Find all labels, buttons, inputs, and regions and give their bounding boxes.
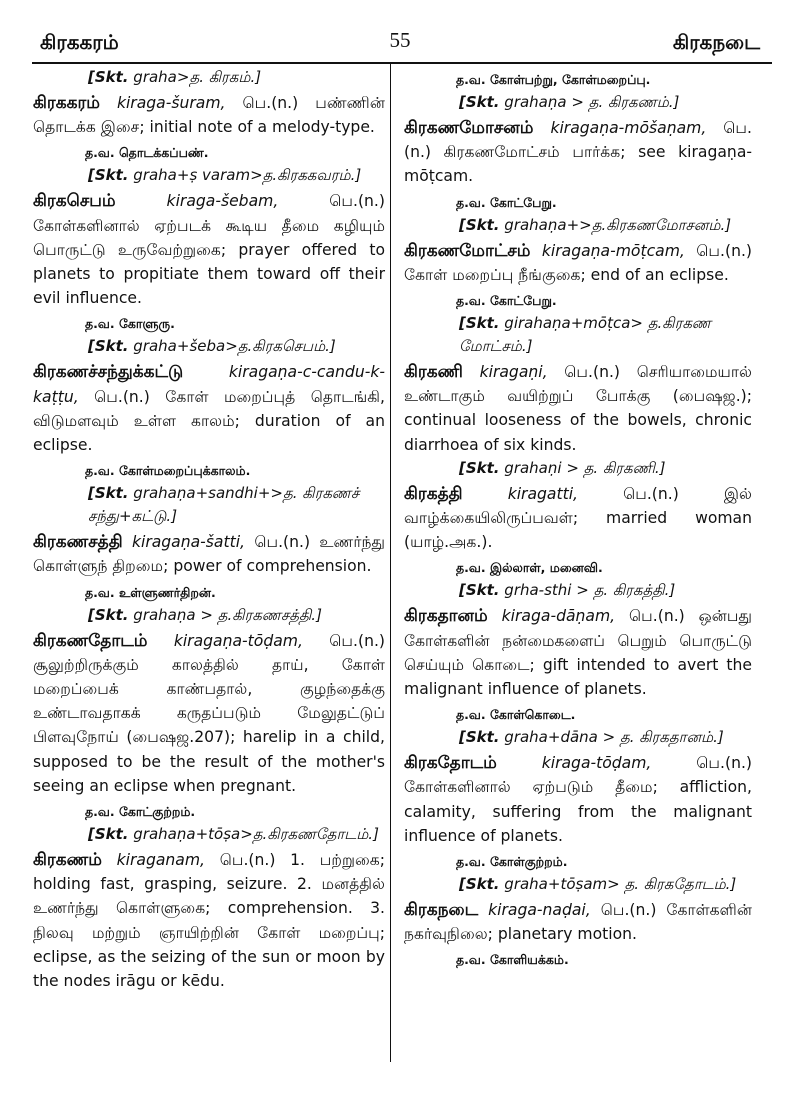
sanskrit-etymology xyxy=(459,726,752,749)
entry-definition: பெ.(n.) இல் வாழ்க்கையிலிருப்பவள்; married woman (யாழ்.அக.). xyxy=(404,484,752,552)
skt-text: graha+ṣ varam>த.கிரககவரம்.] xyxy=(133,166,362,185)
dictionary-entry xyxy=(404,116,752,189)
entry-definition: பெ.(n.) கோள்களின் நகர்வுநிலை; planetary motion. xyxy=(404,901,752,944)
skt-label: [Skt. xyxy=(88,337,129,356)
sanskrit-etymology xyxy=(459,312,752,358)
dictionary-entry xyxy=(404,239,752,287)
skt-label: [Skt. xyxy=(88,68,129,86)
entry-headword: கிரகதானம் xyxy=(404,606,488,627)
dictionary-entry xyxy=(33,189,385,310)
dictionary-entry xyxy=(33,629,385,798)
skt-label: [Skt. xyxy=(88,166,129,185)
skt-label: [Skt. xyxy=(459,458,500,477)
tamil-equivalent: த.வ. உள்ளுணர்திறன். xyxy=(85,584,216,600)
sanskrit-etymology xyxy=(459,579,752,602)
entry-headword: கிரககரம் xyxy=(33,93,100,113)
dictionary-entry xyxy=(404,360,752,457)
entry-transliteration: kiraga-naḍai, xyxy=(488,901,591,920)
entry-definition: பெ.(n.) உணர்ந்து கொள்ளுந் திறமை; power of comprehension. xyxy=(33,533,385,576)
running-head-left: கிரககரம் xyxy=(40,30,119,54)
running-head-right: கிரகநடை xyxy=(672,30,760,54)
sanskrit-etymology xyxy=(459,457,752,480)
entry-headword: கிரகத்தி xyxy=(404,483,463,504)
skt-text: graha>த. கிரகம்.] xyxy=(133,68,262,86)
skt-text: grha-sthi > த. கிரகத்தி.] xyxy=(504,581,676,600)
entry-headword: கிரகணசத்தி xyxy=(33,532,123,553)
tamil-equivalent: த.வ. இல்லாள், மனைவி. xyxy=(456,560,603,576)
entry-definition: பெ.(n.) செரியாமையால் உண்டாகும் வயிற்றுப் போக்கு (பைஷஜ.); continual looseness of the bowels, chronic diarrhoea of six kinds. xyxy=(404,363,752,454)
entry-definition: பெ.(n.) ஒன்பது கோள்களின் நன்மைகளைப் பெறும் பொருட்டு செய்யும் கொடை; gift intended to avert the malignant influence of planets. xyxy=(404,607,752,699)
skt-text: grahaṇi > த. கிரகணி.] xyxy=(504,458,666,477)
skt-label: [Skt. xyxy=(459,215,500,234)
tamil-equivalent: த.வ. கோட்பேறு. xyxy=(456,293,557,309)
skt-label: [Skt. xyxy=(88,825,129,844)
entry-headword: கிரகணி xyxy=(404,362,463,383)
sanskrit-etymology xyxy=(459,873,752,896)
entry-transliteration: kiragatti, xyxy=(507,484,578,503)
sanskrit-etymology xyxy=(88,164,385,187)
skt-text: grahaṇa+>த.கிரகணமோசனம்.] xyxy=(504,215,732,234)
entry-transliteration: kiragaṇa-mōšaṇam, xyxy=(550,119,707,137)
tamil-equivalent: த.வ. கோள்மறைப்புக்காலம். xyxy=(85,463,251,479)
entry-headword: கிரகதோடம் xyxy=(404,753,497,774)
skt-text: grahaṇa > த.கிரகணசத்தி.] xyxy=(133,605,322,624)
entry-transliteration: kiragaṇa-mōṭcam, xyxy=(541,241,685,260)
skt-label: [Skt. xyxy=(88,484,129,503)
entry-transliteration: kiraga-tōḍam, xyxy=(541,754,652,773)
entry-transliteration: kiragaṇa-c-candu-k-kaṭṭu, xyxy=(33,363,385,406)
entry-definition: பெ.(n.) 1. பற்றுகை; holding fast, grasping, seizure. 2. மனத்தில் உணர்ந்து கொள்ளுகை; comprehension. 3. நிலவு மற்றும் ஞாயிற்றின் கோள் மறைப்பு; eclipse, as the seizing of the sun or moon by the nodes irāgu or kēdu. xyxy=(33,851,385,991)
dictionary-entry xyxy=(404,751,752,848)
dictionary-entry xyxy=(404,898,752,946)
tamil-equivalent: த.வ. கோள்குற்றம். xyxy=(456,854,568,870)
entry-transliteration: kiragaṇa-šatti, xyxy=(131,533,246,552)
skt-label: [Skt. xyxy=(459,581,500,600)
sanskrit-etymology xyxy=(88,823,385,846)
tamil-equivalent: த.வ. கோள்கொடை. xyxy=(456,707,576,723)
tamil-equivalent: த.வ. கோட்குற்றம். xyxy=(85,804,196,820)
entry-transliteration: kiragaṇi, xyxy=(479,363,548,382)
entry-definition: பெ.(n.) கோள்களினால் ஏற்படக் கூடிய தீமை கழியும் பொருட்டு உருவேற்றுகை; prayer offered to planets to propitiate them toward off their evil influence. xyxy=(33,192,385,308)
sanskrit-etymology xyxy=(459,91,752,114)
skt-text: graha+tōṣam> த. கிரகதோடம்.] xyxy=(504,875,737,894)
dictionary-entry xyxy=(33,360,385,457)
tamil-equivalent: த.வ. கோட்பேறு. xyxy=(456,194,557,210)
entry-headword: கிரகணம் xyxy=(33,850,102,871)
sanskrit-etymology xyxy=(88,482,385,528)
entry-transliteration: kiragaṇa-tōḍam, xyxy=(173,631,303,650)
skt-label: [Skt. xyxy=(459,875,500,894)
skt-label: [Skt. xyxy=(88,605,129,624)
dictionary-entry xyxy=(33,848,385,993)
entry-transliteration: kiraga-šebam, xyxy=(166,192,279,211)
entry-headword: கிரகணதோடம் xyxy=(33,630,148,651)
skt-text: grahaṇa+sandhi+>த. கிரகணச் சந்து+கட்டு.] xyxy=(88,484,360,526)
tamil-equivalent: த.வ. கோள்பற்று, கோள்மறைப்பு. xyxy=(456,72,651,87)
entry-definition: பெ.(n.) கிரகணமோட்சம் பார்க்க; see kiragaṇa-mōṭcam. xyxy=(404,119,752,186)
entry-definition: பெ.(n.) கோள் மறைப்புத் தொடங்கி, விடுமளவும் உள்ள காலம்; duration of an eclipse. xyxy=(33,387,385,455)
skt-text: graha+dāna > த. கிரகதானம்.] xyxy=(504,728,724,747)
dictionary-entry xyxy=(33,91,385,139)
column-divider xyxy=(390,62,391,1062)
entry-transliteration: kiraganam, xyxy=(116,851,205,870)
entry-definition: பெ.(n.) பண்ணின் தொடக்க இசை; initial note of a melody-type. xyxy=(33,94,385,137)
tamil-equivalent: த.வ. தொடக்கப்பண். xyxy=(85,145,209,161)
header-rule xyxy=(32,62,772,64)
sanskrit-etymology xyxy=(88,604,385,627)
skt-label: [Skt. xyxy=(459,728,500,747)
entry-headword: கிரகநடை xyxy=(404,900,479,921)
sanskrit-etymology xyxy=(459,214,752,237)
sanskrit-etymology xyxy=(88,335,385,358)
entry-transliteration: kiraga-šuram, xyxy=(116,94,226,112)
entry-transliteration: kiraga-dāṇam, xyxy=(501,607,616,626)
skt-text: girahaṇa+mōṭca> த.கிரகண மோட்சம்.] xyxy=(459,314,712,356)
entry-headword: கிரகணச்சந்துக்கட்டு xyxy=(33,362,184,383)
entry-headword: கிரகணமோட்சம் xyxy=(404,240,531,261)
page-number: 55 xyxy=(389,28,411,52)
left-column xyxy=(33,66,385,993)
entry-headword: கிரகணமோசனம் xyxy=(404,118,534,138)
sanskrit-etymology xyxy=(88,66,385,89)
right-column xyxy=(404,66,752,971)
skt-label: [Skt. xyxy=(459,93,500,111)
entry-headword: கிரகசெபம் xyxy=(33,191,116,212)
skt-text: grahaṇa+tōṣa>த.கிரகணதோடம்.] xyxy=(133,825,379,844)
tamil-equivalent: த.வ. கோளியக்கம். xyxy=(456,952,569,968)
skt-text: graha+šeba>த.கிரகசெபம்.] xyxy=(133,337,336,356)
dictionary-entry xyxy=(404,604,752,701)
dictionary-entry xyxy=(33,530,385,578)
entry-definition: பெ.(n.) கோள்களினால் ஏற்படும் தீமை; affliction, calamity, suffering from the malignant influence of planets. xyxy=(404,754,752,845)
skt-label: [Skt. xyxy=(459,314,500,333)
dictionary-entry xyxy=(404,482,752,555)
skt-text: grahaṇa > த. கிரகணம்.] xyxy=(504,93,680,111)
entry-definition: பெ.(n.) கோள் மறைப்பு நீங்குகை; end of an eclipse. xyxy=(404,241,752,284)
tamil-equivalent: த.வ. கோளுரு. xyxy=(85,316,175,332)
entry-definition: பெ.(n.) சூலுற்றிருக்கும் காலத்தில் தாய், கோள் மறைப்பைக் காண்பதால், குழந்தைக்கு உண்டாவதாகக் கருதப்படும் மேலுதட்டுப் பிளவுநோய் (பைஷஜ.207); harelip in a child, supposed to be the result of the mother's seeing an eclipse when pregnant. xyxy=(33,631,385,795)
